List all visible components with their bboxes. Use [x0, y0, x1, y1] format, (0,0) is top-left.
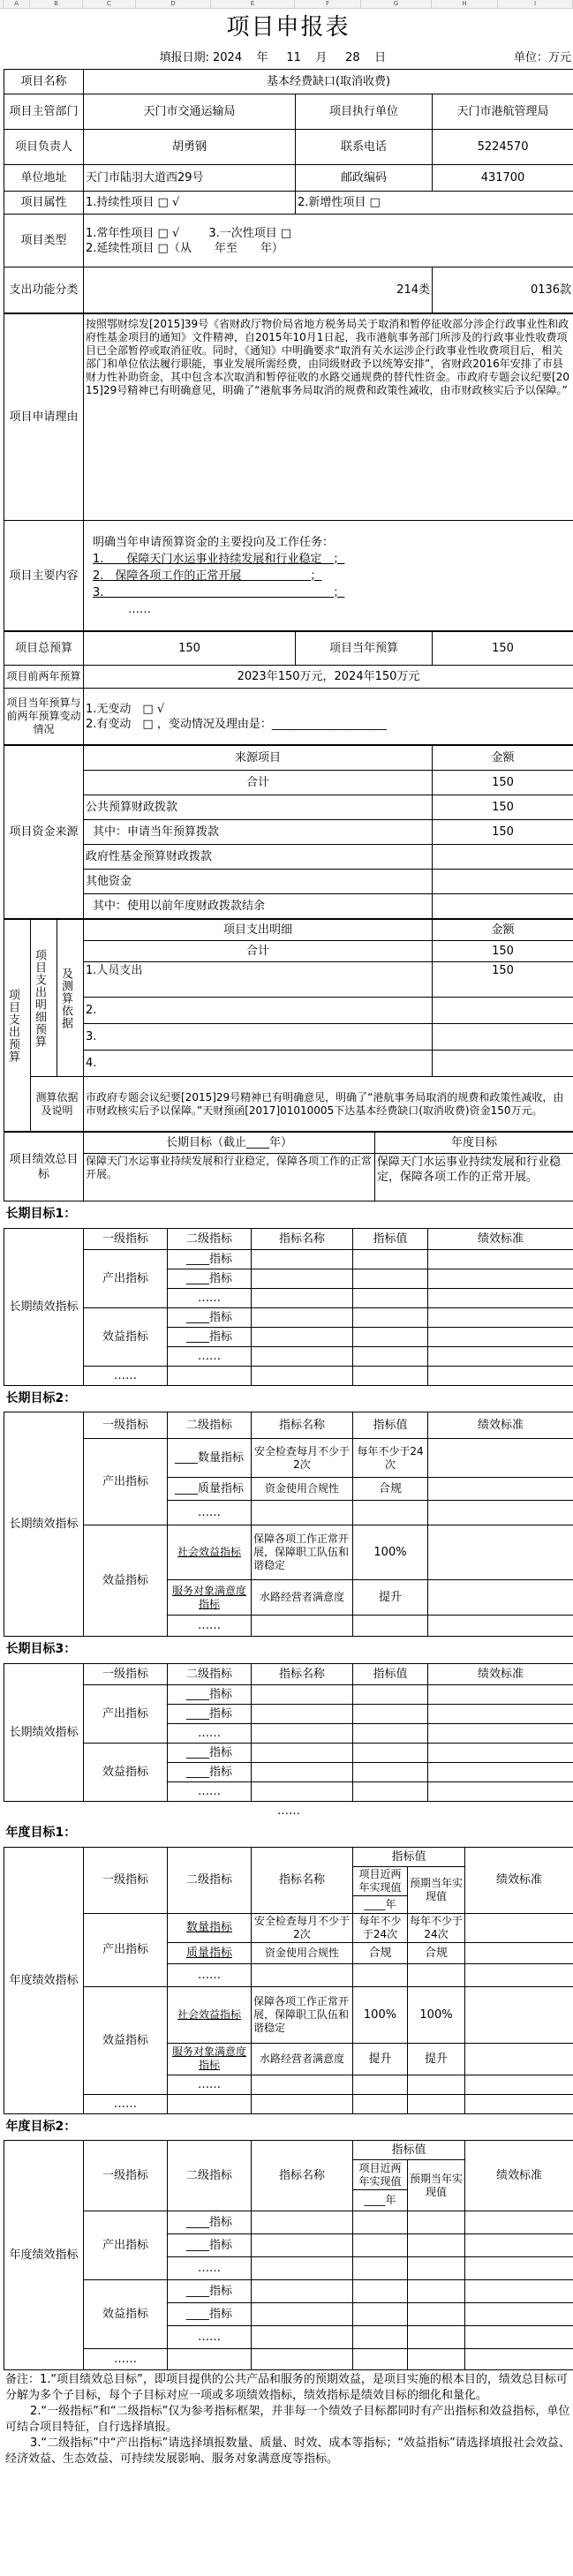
perf-year-text[interactable]: 保障天门水运事业持续发展和行业稳定，保障各项工作的正常开展。: [375, 1154, 573, 1201]
long-goal-1-table: [4, 1201, 573, 1386]
perf-total-table: [4, 1132, 573, 1201]
expense-row-name[interactable]: 2.: [84, 998, 433, 1024]
col-letter-b[interactable]: B: [30, 0, 83, 8]
perf-total-label: 项目绩效总目标: [4, 1133, 84, 1201]
long-goal-3-title: 长期目标3：: [5, 1642, 77, 1657]
indicator-blank[interactable]: ____指标: [168, 2211, 252, 2234]
indicator-dots: ……: [168, 1501, 252, 1525]
indicator-dots: ……: [168, 1781, 252, 1801]
output-indicator-label: 产出指标: [84, 1684, 168, 1743]
year-goal-2-label: 年度绩效指标: [4, 2141, 84, 2370]
reason-label: 项目申请理由: [4, 314, 84, 521]
funding-col-amount: 金额: [433, 746, 573, 771]
satisfaction-indicator-value[interactable]: 提升: [353, 1580, 428, 1616]
funding-row-amount[interactable]: [433, 845, 573, 870]
hdr-lvl1: 一级指标: [84, 1663, 168, 1684]
content-dots: ……: [128, 602, 151, 616]
long-goal-3-label: 长期绩效指标: [4, 1663, 84, 1801]
fill-year[interactable]: 2024: [213, 50, 243, 64]
project-name-label: 项目名称: [4, 70, 84, 94]
attr-option-new[interactable]: 2.新增性项目 □: [296, 192, 573, 215]
owner-label: 项目负责人: [4, 130, 84, 165]
qty-indicator[interactable]: 数量指标: [168, 1913, 252, 1942]
perf-year-head: 年度目标: [375, 1133, 573, 1154]
expense-col-amount: 金额: [433, 920, 573, 941]
col-letter-h[interactable]: H: [432, 0, 498, 8]
funding-col-source: 来源项目: [84, 746, 433, 771]
hdr-lvl2: 二级指标: [168, 1847, 252, 1913]
long-goal-2-title: 长期目标2：: [5, 1390, 77, 1405]
col-letter-d[interactable]: D: [136, 0, 211, 8]
change-option-some[interactable]: 2.有变动 □ ，变动情况及理由是：: [86, 717, 272, 731]
spreadsheet-sheet: [4, 9, 573, 2467]
effect-indicator-label: 效益指标: [84, 1525, 168, 1637]
column-header-bar: [0, 0, 573, 9]
hdr-lvl1: 一级指标: [84, 1412, 168, 1439]
expense-label-outer: 项目支出预算: [4, 920, 31, 1132]
output-indicator-label: 产出指标: [84, 2211, 168, 2280]
hdr-value: 指标值: [353, 1228, 428, 1249]
attr-option-continuous[interactable]: 1.持续性项目 □ √: [84, 192, 296, 215]
expense-row-amount[interactable]: [433, 998, 573, 1024]
hdr-lvl2: 二级指标: [168, 1412, 252, 1439]
perf-long-head: 长期目标（截止____年）: [84, 1133, 375, 1154]
funding-row-amount[interactable]: [433, 894, 573, 919]
satisfaction-indicator[interactable]: 服务对象满意度指标: [168, 2043, 252, 2075]
social-indicator[interactable]: 社会效益指标: [168, 1986, 252, 2043]
qty-indicator[interactable]: ____数量指标: [168, 1439, 252, 1478]
notes-block: [4, 2370, 573, 2467]
indicator-dots: ……: [84, 1366, 168, 1385]
indicator-blank[interactable]: ____指标: [168, 2303, 252, 2326]
indicator-blank[interactable]: ____指标: [168, 1704, 252, 1723]
indicator-dots: ……: [168, 2257, 252, 2280]
hdr-std: 绩效标准: [428, 1228, 573, 1249]
col-letter-c[interactable]: C: [83, 0, 136, 8]
hdr-std: 绩效标准: [428, 1412, 573, 1439]
social-indicator-name[interactable]: 保障各项工作正常开展，保障职工队伍和谐稳定: [252, 1986, 353, 2043]
curr-budget-label: 项目当年预算: [296, 632, 433, 666]
addr-cell[interactable]: 天门市陆羽大道西29号: [84, 165, 296, 192]
long-goal-3-dots: ……: [277, 1804, 301, 1818]
qty-indicator-name[interactable]: 安全检查每月不少于2次: [252, 1913, 353, 1942]
col-letter-i[interactable]: I: [498, 0, 573, 8]
satisfaction-indicator-target[interactable]: 提升: [408, 2043, 465, 2075]
expense-col-item: 项目支出明细: [84, 920, 433, 941]
year-goal-1-label: 年度绩效指标: [4, 1847, 84, 2113]
hdr-lvl2: 二级指标: [168, 2141, 252, 2211]
hdr-name: 指标名称: [252, 2141, 353, 2211]
change-cell[interactable]: [84, 689, 573, 745]
reason-table: [4, 313, 573, 631]
col-letter-g[interactable]: G: [361, 0, 432, 8]
year-goal-2-table: [4, 2114, 573, 2371]
funding-row-name[interactable]: 合计: [84, 771, 433, 795]
indicator-dots: ……: [168, 1616, 252, 1637]
total-budget-label: 项目总预算: [4, 632, 84, 666]
indicator-blank[interactable]: ____指标: [168, 1743, 252, 1762]
hdr-this-year: 预期当年实现值: [408, 1866, 465, 1913]
project-name-cell[interactable]: 基本经费缺口(取消收费): [84, 70, 573, 94]
indicator-blank[interactable]: ____指标: [168, 2280, 252, 2303]
fill-day[interactable]: 28: [345, 50, 360, 64]
hdr-this-year: 预期当年实现值: [408, 2160, 465, 2211]
expense-row-name[interactable]: 3.: [84, 1024, 433, 1051]
satisfaction-indicator-name[interactable]: 水路经营者满意度: [252, 2043, 353, 2075]
total-budget-cell[interactable]: 150: [84, 632, 296, 666]
indicator-blank[interactable]: ____指标: [168, 1307, 252, 1327]
type-option-extended[interactable]: 2.延续性项目 □（从 年至 年）: [86, 241, 283, 255]
change-reason-line[interactable]: ____________________: [271, 717, 387, 731]
qual-indicator-recent[interactable]: 合规: [353, 1942, 408, 1963]
social-indicator-name[interactable]: 保障各项工作正常开展，保障职工队伍和谐稳定: [252, 1525, 353, 1580]
hdr-name: 指标名称: [252, 1412, 353, 1439]
long-goal-1-title: 长期目标1：: [5, 1207, 77, 1222]
hdr-value: 指标值: [353, 1412, 428, 1439]
effect-indicator-label: 效益指标: [84, 1986, 168, 2094]
budget-table: [4, 631, 573, 745]
attr-label: 项目属性: [4, 192, 84, 215]
output-indicator-label: 产出指标: [84, 1249, 168, 1307]
hdr-lvl1: 一级指标: [84, 1847, 168, 1913]
funding-row-name[interactable]: 其中：申请当年预算拨款: [84, 820, 433, 845]
hdr-recent-year[interactable]: ____年: [353, 2190, 408, 2211]
exec-cell[interactable]: 天门市港航管理局: [433, 94, 573, 130]
type-option-annual[interactable]: 1.常年性项目 □ √: [86, 226, 180, 240]
indicator-dots: ……: [84, 2349, 168, 2370]
qual-indicator[interactable]: 质量指标: [168, 1942, 252, 1963]
indicator-dots: ……: [168, 1723, 252, 1743]
hdr-value: 指标值: [353, 1663, 428, 1684]
col-letter-a[interactable]: A: [4, 0, 30, 8]
funding-row-amount[interactable]: [433, 870, 573, 894]
note-2: 2.“一级指标”和“二级指标”仅为参考指标框架，并非每一个绩效子目标都同时有产出指标和效益指标，单位可结合项目特征，自行选择填报。: [5, 2405, 570, 2434]
indicator-dots: ……: [84, 2094, 168, 2113]
funding-row-name[interactable]: 政府性基金预算财政拨款: [84, 845, 433, 870]
hdr-recent-year[interactable]: ____年: [353, 1895, 408, 1913]
col-letter-e[interactable]: E: [211, 0, 295, 8]
expense-table: [4, 919, 573, 1132]
indicator-dots: ……: [168, 2326, 252, 2349]
long-goal-2-table: [4, 1386, 573, 1638]
reason-text[interactable]: 按照鄂财综发[2015]39号《省财政厅物价局省地方税务局关于取消和暂停征收部分涉企行政事业性和政府性基金项目的通知》文件精神，自2015年10月1日起，我市港航事务部门所涉及的行政事业性收费项目已全部暂停或取消征收。同时，《通知》中明确要求“取消有关水运涉企行政事业性收费项目后，相关部门和单位依法履行职能，事业发展所需经费，由同级财政予以统筹安排”，省财政2016年安排了市县财力性补助资金，其中包含本次取消和暂停征收的水路交通规费的替代性资金。市政府专题会议纪要[2015]29号精神已有明确意见，明确了“港航事务局取消的规费和政策性减收，由市财政核实后予以保障。”: [84, 314, 573, 521]
hdr-lvl2: 二级指标: [168, 1663, 252, 1684]
content-label: 项目主要内容: [4, 521, 84, 631]
hdr-lvl1: 一级指标: [84, 1228, 168, 1249]
funding-row-name[interactable]: 其他资金: [84, 870, 433, 894]
prev-budget-cell[interactable]: 2023年150万元，2024年150万元: [84, 666, 573, 689]
indicator-blank[interactable]: ____指标: [168, 1684, 252, 1704]
funding-label: 项目资金来源: [4, 746, 84, 919]
type-label: 项目类型: [4, 215, 84, 267]
type-option-onetime[interactable]: 3.一次性项目 □: [208, 226, 292, 240]
basis-label: 测算依据及说明: [31, 1077, 84, 1132]
funding-table: [4, 745, 573, 919]
long-goal-2-label: 长期绩效指标: [4, 1412, 84, 1637]
expense-row-name[interactable]: 4.: [84, 1051, 433, 1077]
owner-cell[interactable]: 胡勇钢: [84, 130, 296, 165]
indicator-dots: ……: [168, 1346, 252, 1366]
satisfaction-indicator-recent[interactable]: 提升: [353, 2043, 408, 2075]
perf-long-text[interactable]: 保障天门水运事业持续发展和行业稳定，保障各项工作的正常开展。: [84, 1154, 375, 1201]
hdr-name: 指标名称: [252, 1228, 353, 1249]
hdr-value-group: 指标值: [353, 1847, 465, 1866]
indicator-dots: ……: [168, 2075, 252, 2094]
long-goal-3-table: [4, 1637, 573, 1820]
content-cell[interactable]: [84, 521, 573, 631]
note-1: 备注：1.“项目绩效总目标”，即项目提供的公共产品和服务的预期效益，是项目实施的根本目的，绩效总目标可分解为多个子目标，每个子目标对应一项或多项绩效指标，绩效指标是绩效目标的细化和量化。: [5, 2373, 568, 2402]
indicator-dots: ……: [168, 1288, 252, 1307]
prev-budget-label: 项目前两年预算: [4, 666, 84, 689]
fill-month[interactable]: 11: [286, 50, 301, 64]
qual-indicator-name[interactable]: 资金使用合规性: [252, 1478, 353, 1501]
expense-row-amount[interactable]: 150: [433, 941, 573, 962]
social-indicator[interactable]: 社会效益指标: [168, 1525, 252, 1580]
func-label: 支出功能分类: [4, 267, 84, 313]
func-class-cell[interactable]: 214类: [84, 267, 433, 313]
effect-indicator-label: 效益指标: [84, 1743, 168, 1801]
satisfaction-indicator[interactable]: 服务对象满意度指标: [168, 1580, 252, 1616]
form-title: 项目申报表: [226, 14, 351, 41]
content-item-2: 2. 保障各项工作的正常开展 ；: [93, 569, 322, 583]
funding-row-amount[interactable]: 150: [433, 771, 573, 795]
expense-label-inner1: 及测算依据: [57, 920, 84, 1077]
basic-info-table: [4, 69, 573, 313]
indicator-blank[interactable]: ____指标: [168, 1762, 252, 1781]
content-item-3: 3. ；: [93, 585, 345, 599]
dept-cell[interactable]: 天门市交通运输局: [84, 94, 296, 130]
phone-cell[interactable]: 5224570: [433, 130, 573, 165]
qual-indicator-name[interactable]: 资金使用合规性: [252, 1942, 353, 1963]
satisfaction-indicator-name[interactable]: 水路经营者满意度: [252, 1580, 353, 1616]
qty-indicator-target[interactable]: 每年不少于24次: [408, 1913, 465, 1942]
hdr-std: 绩效标准: [465, 1847, 573, 1913]
expense-row-amount[interactable]: [433, 1024, 573, 1051]
col-letter-f[interactable]: F: [295, 0, 361, 8]
year-goal-1-table: [4, 1820, 573, 2114]
hdr-name: 指标名称: [252, 1663, 353, 1684]
exec-label: 项目执行单位: [296, 94, 433, 130]
indicator-blank[interactable]: ____指标: [168, 2234, 252, 2257]
expense-label-inner2: 项目支出明细预算: [31, 920, 57, 1077]
output-indicator-label: 产出指标: [84, 1439, 168, 1525]
curr-budget-cell[interactable]: 150: [433, 632, 573, 666]
expense-row-name[interactable]: 合计: [84, 941, 433, 962]
fill-date: 2024 年 11 月 28 日: [213, 50, 387, 64]
social-indicator-recent[interactable]: 100%: [353, 1986, 408, 2043]
expense-row-name[interactable]: 1.人员支出: [84, 962, 433, 998]
note-3: 3.“二级指标”中“产出指标”请选择填报数量、质量、时效、成本等指标；“效益指标”请选择填报社会效益、经济效益、生态效益、可持续发展影响、服务对象满意度等指标。: [5, 2437, 570, 2466]
content-item-1: 1. 保障天门水运事业持续发展和行业稳定 ；: [93, 552, 345, 566]
expense-row-amount[interactable]: [433, 1051, 573, 1077]
func-item-cell[interactable]: 0136款: [433, 267, 573, 313]
indicator-blank[interactable]: ____指标: [168, 1269, 252, 1288]
year-goal-1-title: 年度目标1：: [5, 1826, 77, 1841]
addr-label: 单位地址: [4, 165, 84, 192]
hdr-recent: 项目近两年实现值: [353, 2160, 408, 2190]
output-indicator-label: 产出指标: [84, 1913, 168, 1986]
indicator-blank[interactable]: ____指标: [168, 1249, 252, 1269]
fill-date-label: 填报日期:: [159, 50, 209, 64]
qual-indicator[interactable]: ____质量指标: [168, 1478, 252, 1501]
hdr-std: 绩效标准: [465, 2141, 573, 2211]
qty-indicator-name[interactable]: 安全检查每月不少于2次: [252, 1439, 353, 1478]
expense-row-amount[interactable]: 150: [433, 962, 573, 998]
hdr-value-group: 指标值: [353, 2141, 465, 2160]
year-goal-2-title: 年度目标2：: [5, 2119, 77, 2134]
qty-indicator-recent[interactable]: 每年不少于24次: [353, 1913, 408, 1942]
funding-row-name[interactable]: 公共预算财政拨款: [84, 795, 433, 820]
content-intro: 明确当年申请预算资金的主要投向及工作任务：: [93, 535, 335, 549]
social-indicator-target[interactable]: 100%: [408, 1986, 465, 2043]
hdr-recent: 项目近两年实现值: [353, 1866, 408, 1895]
effect-indicator-label: 效益指标: [84, 2280, 168, 2349]
hdr-name: 指标名称: [252, 1847, 353, 1913]
indicator-blank[interactable]: ____指标: [168, 1327, 252, 1346]
hdr-lvl2: 二级指标: [168, 1228, 252, 1249]
indicator-dots: ……: [168, 1963, 252, 1986]
funding-row-amount[interactable]: 150: [433, 820, 573, 845]
dept-label: 项目主管部门: [4, 94, 84, 130]
unit-label: 单位：万元: [514, 50, 572, 64]
zip-label: 邮政编码: [296, 165, 433, 192]
phone-label: 联系电话: [296, 130, 433, 165]
funding-row-amount[interactable]: 150: [433, 795, 573, 820]
title-table: [4, 9, 573, 69]
basis-text[interactable]: 市政府专题会议纪要[2015]29号精神已有明确意见，明确了“港航事务局取消的规费和政策性减收，由市财政核实后予以保障。”天财预函[2017]01010005下达基本经费缺口(取消收费)资金150万元。: [84, 1077, 573, 1132]
social-indicator-value[interactable]: 100%: [353, 1525, 428, 1580]
change-label: 项目当年预算与前两年预算变动情况: [4, 689, 84, 745]
hdr-lvl1: 一级指标: [84, 2141, 168, 2211]
funding-row-name[interactable]: 其中：使用以前年度财政拨款结余: [84, 894, 433, 919]
qual-indicator-value[interactable]: 合规: [353, 1478, 428, 1501]
qual-indicator-target[interactable]: 合规: [408, 1942, 465, 1963]
long-goal-1-label: 长期绩效指标: [4, 1228, 84, 1385]
hdr-std: 绩效标准: [428, 1663, 573, 1684]
zip-cell[interactable]: 431700: [433, 165, 573, 192]
change-option-none[interactable]: 1.无变动 □ √: [86, 702, 165, 716]
type-options: [84, 215, 573, 267]
qty-indicator-value[interactable]: 每年不少于24次: [353, 1439, 428, 1478]
effect-indicator-label: 效益指标: [84, 1307, 168, 1366]
